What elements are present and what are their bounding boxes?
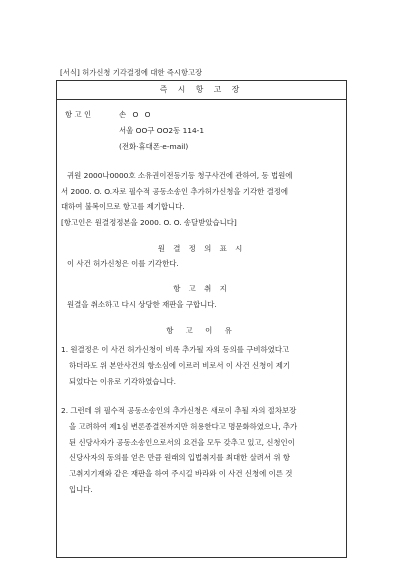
document-frame	[56, 80, 347, 558]
reason-2-line-6: 입니다.	[69, 485, 93, 494]
reason-1-line-1: 1. 원결정은 이 사건 허가신청이 비록 추가될 자의 동의를 구비하였다고	[61, 345, 290, 354]
document-title: 즉 시 항 고 장	[57, 81, 346, 100]
appellant-address: 서울 OO구 OO2동 114-1	[119, 126, 205, 135]
appellant-name: 손 O O	[119, 110, 153, 119]
reason-2-line-1: 2. 그런데 위 필수적 공동소송인의 추가신청은 새로이 추될 자의 절차보장	[61, 406, 297, 415]
appellant-contact: (전화·휴대폰·e-mail)	[119, 142, 189, 151]
form-caption: [서식] 허가신청 기각결정에 대한 즉시항고장	[60, 68, 203, 77]
reason-2-line-5: 고취지기재와 같은 재판을 하여 주시길 바라와 이 사건 신청에 이른 것	[69, 469, 293, 478]
appellant-label: 항 고 인	[65, 110, 92, 119]
intro-line-3: 대하여 불복이므로 항고를 제기합니다.	[61, 202, 185, 211]
reason-2-line-3: 된 신당사자가 공동소송인으로서의 요건을 모두 갖추고 있고, 신청인이	[69, 438, 295, 447]
reason-2-line-2: 을 고려하여 제1심 변론종결전까지만 허용한다고 명문화하였으나, 추가	[69, 422, 298, 431]
ruling-body: 이 사건 허가신청은 이를 기각한다.	[67, 259, 179, 268]
purpose-body: 원결을 취소하고 다시 상당한 재판을 구합니다.	[67, 300, 217, 309]
ruling-heading: 원 결 정 의 표 시	[157, 244, 246, 253]
purpose-heading: 항 고 취 지	[173, 284, 230, 293]
intro-line-2: 서 2000. O. O.자로 필수적 공동소송인 추가허가신청을 기각한 결정에	[61, 187, 289, 196]
reason-2-line-4: 신당사자의 동의를 얻은 만큼 원래의 입법취지를 최대한 살려서 위 항	[69, 453, 291, 462]
intro-line-4: [항고인은 원결정정본을 2000. O. O. 송달받았습니다]	[61, 218, 237, 227]
reason-1-line-2: 하더라도 위 본안사건의 항소심에 이르러 비로서 이 사건 신청이 제기	[69, 361, 291, 370]
reasons-heading: 항 고 이 유	[166, 326, 237, 335]
reason-1-line-3: 되었다는 이유로 기각하였습니다.	[69, 377, 177, 386]
intro-line-1: 귀원 2000나0000호 소유권이전등기등 청구사건에 관하여, 동 법원에	[67, 171, 293, 180]
